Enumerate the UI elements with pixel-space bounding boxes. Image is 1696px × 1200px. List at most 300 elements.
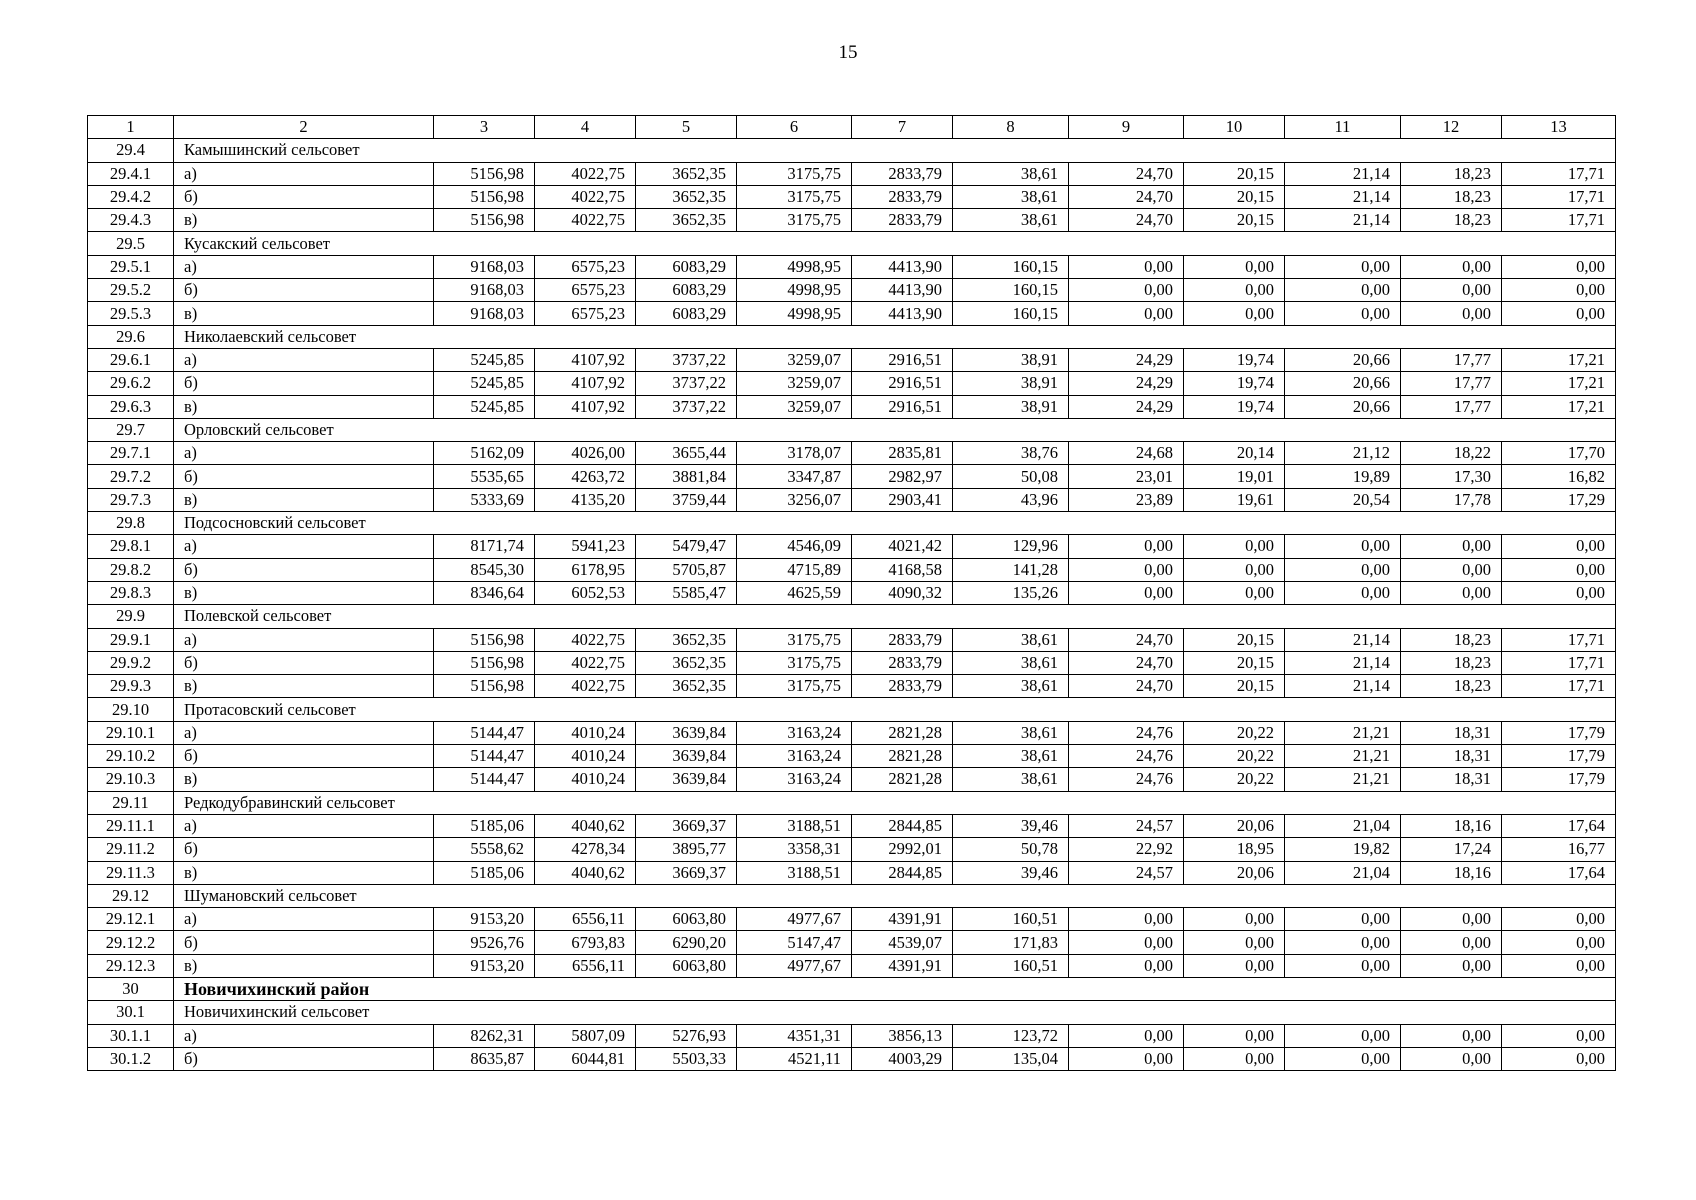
value-cell: 8346,64 [434,581,535,604]
value-cell: 4521,11 [737,1047,852,1070]
value-cell: 2833,79 [852,162,953,185]
value-cell: 4022,75 [535,675,636,698]
value-cell: 20,22 [1184,768,1285,791]
value-cell: 20,15 [1184,209,1285,232]
value-cell: 17,79 [1502,768,1616,791]
value-cell: 0,00 [1401,1047,1502,1070]
table-row [88,558,1616,581]
table-row [88,768,1616,791]
value-cell: 8262,31 [434,1024,535,1047]
value-cell: 43,96 [953,488,1069,511]
row-variant: в) [174,302,434,325]
row-code: 30.1 [88,1001,174,1024]
value-cell: 4107,92 [535,348,636,371]
value-cell: 5245,85 [434,348,535,371]
value-cell: 20,54 [1285,488,1401,511]
value-cell: 21,21 [1285,768,1401,791]
value-cell: 4977,67 [737,954,852,977]
value-cell: 18,23 [1401,209,1502,232]
value-cell: 5705,87 [636,558,737,581]
table-row [88,581,1616,604]
value-cell: 160,51 [953,954,1069,977]
table-row [88,395,1616,418]
value-cell: 0,00 [1184,908,1285,931]
value-cell: 3259,07 [737,395,852,418]
value-cell: 17,79 [1502,745,1616,768]
row-code: 29.12.1 [88,908,174,931]
value-cell: 4546,09 [737,535,852,558]
value-cell: 0,00 [1401,255,1502,278]
row-variant: б) [174,1047,434,1070]
group-row [88,512,1616,535]
column-header-9: 9 [1069,116,1184,139]
value-cell: 3163,24 [737,721,852,744]
group-row [88,605,1616,628]
value-cell: 160,15 [953,302,1069,325]
row-title: Кусакский сельсовет [174,232,1616,255]
table-row [88,185,1616,208]
value-cell: 0,00 [1502,558,1616,581]
value-cell: 2844,85 [852,814,953,837]
row-code: 29.11.2 [88,838,174,861]
value-cell: 0,00 [1502,302,1616,325]
value-cell: 5807,09 [535,1024,636,1047]
value-cell: 24,68 [1069,442,1184,465]
value-cell: 5147,47 [737,931,852,954]
value-cell: 0,00 [1401,954,1502,977]
value-cell: 0,00 [1502,535,1616,558]
value-cell: 2821,28 [852,745,953,768]
row-code: 29.11 [88,791,174,814]
value-cell: 3652,35 [636,628,737,651]
row-code: 29.7.1 [88,442,174,465]
value-cell: 50,08 [953,465,1069,488]
value-cell: 5144,47 [434,745,535,768]
value-cell: 19,01 [1184,465,1285,488]
value-cell: 0,00 [1401,931,1502,954]
row-code: 29.11.1 [88,814,174,837]
value-cell: 4263,72 [535,465,636,488]
value-cell: 171,83 [953,931,1069,954]
value-cell: 0,00 [1401,535,1502,558]
value-cell: 3178,07 [737,442,852,465]
row-code: 29.10.1 [88,721,174,744]
value-cell: 4022,75 [535,651,636,674]
value-cell: 3737,22 [636,348,737,371]
row-variant: а) [174,908,434,931]
table-row [88,861,1616,884]
value-cell: 17,71 [1502,185,1616,208]
value-cell: 20,15 [1184,185,1285,208]
row-code: 29.10.2 [88,745,174,768]
row-code: 30 [88,977,174,1000]
value-cell: 160,51 [953,908,1069,931]
value-cell: 21,12 [1285,442,1401,465]
value-cell: 4040,62 [535,861,636,884]
value-cell: 5585,47 [636,581,737,604]
value-cell: 6063,80 [636,954,737,977]
value-cell: 17,71 [1502,628,1616,651]
table-row [88,162,1616,185]
value-cell: 38,61 [953,745,1069,768]
value-cell: 24,76 [1069,768,1184,791]
row-code: 29.10 [88,698,174,721]
value-cell: 0,00 [1285,908,1401,931]
value-cell: 0,00 [1401,302,1502,325]
row-variant: а) [174,628,434,651]
row-variant: в) [174,861,434,884]
value-cell: 0,00 [1285,302,1401,325]
value-cell: 9153,20 [434,908,535,931]
value-cell: 0,00 [1502,581,1616,604]
value-cell: 0,00 [1285,581,1401,604]
value-cell: 2833,79 [852,209,953,232]
value-cell: 6575,23 [535,302,636,325]
value-cell: 17,77 [1401,372,1502,395]
row-variant: б) [174,465,434,488]
value-cell: 4413,90 [852,255,953,278]
value-cell: 3652,35 [636,209,737,232]
value-cell: 38,61 [953,675,1069,698]
value-cell: 18,31 [1401,768,1502,791]
table-row [88,651,1616,674]
table-row [88,814,1616,837]
row-code: 29.5.1 [88,255,174,278]
value-cell: 4539,07 [852,931,953,954]
row-variant: б) [174,651,434,674]
value-cell: 4107,92 [535,372,636,395]
column-header-8: 8 [953,116,1069,139]
row-title: Подсосновский сельсовет [174,512,1616,535]
row-title: Протасовский сельсовет [174,698,1616,721]
table-row [88,255,1616,278]
value-cell: 3358,31 [737,838,852,861]
value-cell: 4278,34 [535,838,636,861]
value-cell: 2833,79 [852,628,953,651]
value-cell: 38,61 [953,768,1069,791]
value-cell: 19,82 [1285,838,1401,861]
row-code: 29.10.3 [88,768,174,791]
table-row [88,954,1616,977]
column-header-13: 13 [1502,116,1616,139]
value-cell: 5245,85 [434,395,535,418]
value-cell: 17,71 [1502,675,1616,698]
value-cell: 8635,87 [434,1047,535,1070]
value-cell: 3737,22 [636,372,737,395]
value-cell: 3895,77 [636,838,737,861]
value-cell: 24,70 [1069,162,1184,185]
table-row [88,1024,1616,1047]
row-code: 29.8.2 [88,558,174,581]
table-row [88,628,1616,651]
row-title: Новичихинский сельсовет [174,1001,1616,1024]
value-cell: 38,61 [953,721,1069,744]
value-cell: 4090,32 [852,581,953,604]
value-cell: 21,04 [1285,861,1401,884]
value-cell: 4022,75 [535,628,636,651]
value-cell: 3639,84 [636,745,737,768]
value-cell: 17,64 [1502,814,1616,837]
value-cell: 4413,90 [852,279,953,302]
value-cell: 4010,24 [535,768,636,791]
row-code: 29.7.2 [88,465,174,488]
value-cell: 21,14 [1285,628,1401,651]
table-row [88,908,1616,931]
value-cell: 5558,62 [434,838,535,861]
value-cell: 4998,95 [737,302,852,325]
value-cell: 0,00 [1069,1024,1184,1047]
value-cell: 5156,98 [434,162,535,185]
row-code: 30.1.1 [88,1024,174,1047]
row-variant: б) [174,279,434,302]
value-cell: 19,74 [1184,395,1285,418]
group-row [88,1001,1616,1024]
table-row [88,348,1616,371]
table-row [88,302,1616,325]
value-cell: 23,01 [1069,465,1184,488]
value-cell: 4391,91 [852,908,953,931]
page-number: 15 [838,42,858,63]
row-title: Полевской сельсовет [174,605,1616,628]
group-row [88,418,1616,441]
value-cell: 0,00 [1285,255,1401,278]
group-row [88,884,1616,907]
value-cell: 0,00 [1502,954,1616,977]
value-cell: 3639,84 [636,768,737,791]
value-cell: 0,00 [1401,558,1502,581]
group-row [88,232,1616,255]
value-cell: 9168,03 [434,302,535,325]
value-cell: 18,16 [1401,861,1502,884]
row-variant: б) [174,558,434,581]
value-cell: 24,57 [1069,861,1184,884]
value-cell: 5144,47 [434,721,535,744]
row-title: Камышинский сельсовет [174,139,1616,162]
column-header-12: 12 [1401,116,1502,139]
value-cell: 0,00 [1184,581,1285,604]
value-cell: 21,14 [1285,209,1401,232]
value-cell: 22,92 [1069,838,1184,861]
value-cell: 17,30 [1401,465,1502,488]
row-variant: б) [174,372,434,395]
column-header-1: 1 [88,116,174,139]
row-code: 29.4 [88,139,174,162]
value-cell: 3259,07 [737,372,852,395]
value-cell: 18,31 [1401,721,1502,744]
row-title: Шумановский сельсовет [174,884,1616,907]
value-cell: 2916,51 [852,372,953,395]
value-cell: 9153,20 [434,954,535,977]
value-cell: 2833,79 [852,651,953,674]
row-variant: а) [174,535,434,558]
value-cell: 6083,29 [636,255,737,278]
row-code: 29.4.3 [88,209,174,232]
value-cell: 5479,47 [636,535,737,558]
row-variant: а) [174,442,434,465]
value-cell: 17,71 [1502,162,1616,185]
value-cell: 0,00 [1285,558,1401,581]
value-cell: 20,14 [1184,442,1285,465]
table-row [88,488,1616,511]
value-cell: 2916,51 [852,395,953,418]
value-cell: 4135,20 [535,488,636,511]
table-row [88,372,1616,395]
row-code: 29.9 [88,605,174,628]
value-cell: 17,29 [1502,488,1616,511]
value-cell: 20,15 [1184,628,1285,651]
table-body [88,116,1616,1071]
value-cell: 38,61 [953,209,1069,232]
value-cell: 5156,98 [434,675,535,698]
row-code: 29.6.1 [88,348,174,371]
value-cell: 17,24 [1401,838,1502,861]
value-cell: 19,74 [1184,372,1285,395]
value-cell: 0,00 [1069,535,1184,558]
row-variant: в) [174,395,434,418]
value-cell: 4413,90 [852,302,953,325]
row-code: 29.5.2 [88,279,174,302]
value-cell: 2821,28 [852,768,953,791]
row-code: 29.9.3 [88,675,174,698]
value-cell: 3175,75 [737,651,852,674]
column-header-3: 3 [434,116,535,139]
value-cell: 0,00 [1285,279,1401,302]
value-cell: 17,78 [1401,488,1502,511]
row-code: 29.12.3 [88,954,174,977]
group-row [88,139,1616,162]
table-row [88,535,1616,558]
value-cell: 2982,97 [852,465,953,488]
value-cell: 0,00 [1069,581,1184,604]
value-cell: 6575,23 [535,255,636,278]
value-cell: 17,21 [1502,372,1616,395]
value-cell: 39,46 [953,814,1069,837]
value-cell: 18,23 [1401,162,1502,185]
column-header-11: 11 [1285,116,1401,139]
value-cell: 9168,03 [434,255,535,278]
value-cell: 2844,85 [852,861,953,884]
value-cell: 0,00 [1285,954,1401,977]
row-variant: а) [174,721,434,744]
row-code: 29.8 [88,512,174,535]
value-cell: 0,00 [1502,279,1616,302]
column-header-5: 5 [636,116,737,139]
value-cell: 0,00 [1069,279,1184,302]
district-row [88,977,1616,1000]
value-cell: 0,00 [1069,302,1184,325]
group-row [88,698,1616,721]
value-cell: 0,00 [1069,558,1184,581]
value-cell: 5156,98 [434,185,535,208]
value-cell: 129,96 [953,535,1069,558]
row-code: 29.9.2 [88,651,174,674]
value-cell: 0,00 [1184,302,1285,325]
value-cell: 38,61 [953,651,1069,674]
value-cell: 3639,84 [636,721,737,744]
row-variant: в) [174,209,434,232]
value-cell: 3652,35 [636,162,737,185]
value-cell: 24,29 [1069,372,1184,395]
value-cell: 6083,29 [636,302,737,325]
value-cell: 24,29 [1069,395,1184,418]
row-code: 29.5.3 [88,302,174,325]
value-cell: 3737,22 [636,395,737,418]
value-cell: 6575,23 [535,279,636,302]
row-code: 29.8.3 [88,581,174,604]
value-cell: 38,91 [953,395,1069,418]
table-row [88,675,1616,698]
value-cell: 3856,13 [852,1024,953,1047]
value-cell: 21,14 [1285,162,1401,185]
value-cell: 4391,91 [852,954,953,977]
value-cell: 20,66 [1285,348,1401,371]
value-cell: 39,46 [953,861,1069,884]
value-cell: 2903,41 [852,488,953,511]
value-cell: 21,04 [1285,814,1401,837]
value-cell: 17,77 [1401,395,1502,418]
value-cell: 5185,06 [434,814,535,837]
row-code: 29.6 [88,325,174,348]
value-cell: 6052,53 [535,581,636,604]
value-cell: 0,00 [1502,1047,1616,1070]
value-cell: 20,15 [1184,675,1285,698]
table-row [88,209,1616,232]
value-cell: 0,00 [1401,581,1502,604]
row-title: Новичихинский район [174,977,1616,1000]
value-cell: 6556,11 [535,908,636,931]
row-code: 29.12 [88,884,174,907]
value-cell: 3175,75 [737,675,852,698]
value-cell: 0,00 [1502,255,1616,278]
value-cell: 18,31 [1401,745,1502,768]
value-cell: 5156,98 [434,209,535,232]
value-cell: 0,00 [1184,558,1285,581]
value-cell: 21,14 [1285,651,1401,674]
value-cell: 3669,37 [636,814,737,837]
row-variant: в) [174,581,434,604]
value-cell: 3347,87 [737,465,852,488]
value-cell: 4977,67 [737,908,852,931]
value-cell: 20,66 [1285,395,1401,418]
value-cell: 4625,59 [737,581,852,604]
value-cell: 21,14 [1285,675,1401,698]
tariff-table [87,115,1616,1071]
value-cell: 9526,76 [434,931,535,954]
value-cell: 18,23 [1401,651,1502,674]
value-cell: 5144,47 [434,768,535,791]
value-cell: 21,21 [1285,745,1401,768]
value-cell: 19,61 [1184,488,1285,511]
value-cell: 24,76 [1069,745,1184,768]
row-variant: а) [174,814,434,837]
value-cell: 3188,51 [737,814,852,837]
value-cell: 17,64 [1502,861,1616,884]
row-code: 29.6.2 [88,372,174,395]
value-cell: 17,79 [1502,721,1616,744]
value-cell: 3256,07 [737,488,852,511]
value-cell: 21,14 [1285,185,1401,208]
row-code: 29.7.3 [88,488,174,511]
value-cell: 6290,20 [636,931,737,954]
value-cell: 0,00 [1184,535,1285,558]
value-cell: 19,74 [1184,348,1285,371]
row-code: 29.6.3 [88,395,174,418]
row-variant: б) [174,185,434,208]
value-cell: 5503,33 [636,1047,737,1070]
row-variant: а) [174,162,434,185]
value-cell: 160,15 [953,255,1069,278]
value-cell: 2835,81 [852,442,953,465]
